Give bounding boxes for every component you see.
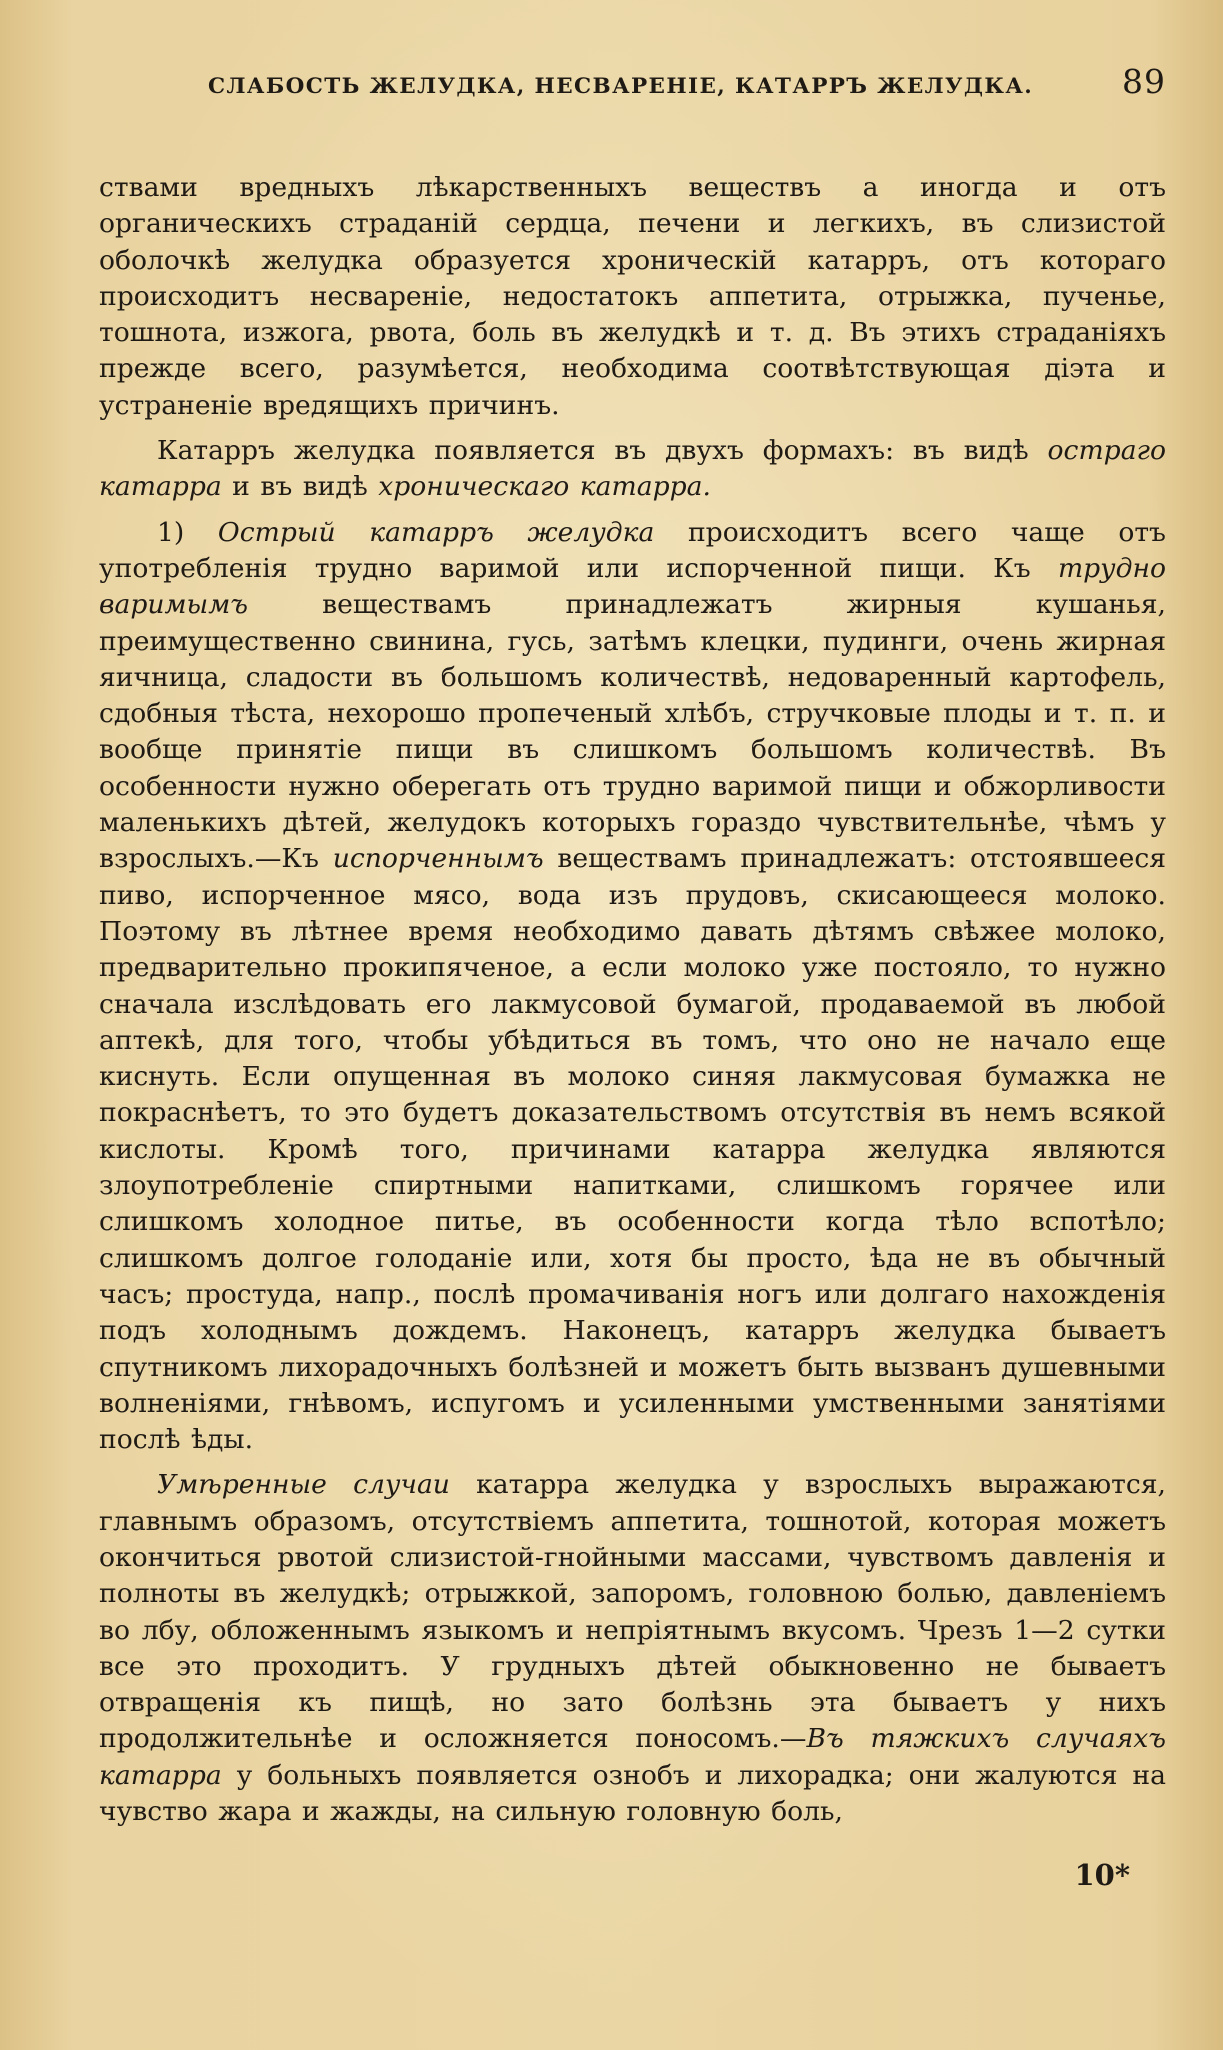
italic-acute-stomach-catarrh: Острый катарръ желудка: [217, 516, 655, 548]
running-title: СЛАБОСТЬ ЖЕЛУДКА, НЕСВАРЕНІЕ, КАТАРРЪ ЖЕЛУДКА.: [208, 74, 1034, 99]
paragraph-3: [99, 515, 1166, 1459]
paragraph-3-text-2: происходитъ всего чаще отъ употребленія трудно варимой или испорченной пищи. Къ: [99, 516, 1166, 584]
paragraph-2: [99, 433, 1166, 506]
body-text: [99, 170, 1166, 1830]
paragraph-2-text-1: Катарръ желудка появляется въ двухъ формахъ: въ видѣ: [157, 435, 1048, 467]
signature-mark: 10*: [1074, 1858, 1130, 1892]
paragraph-1-text: ствами вредныхъ лѣкарственныхъ веществъ а иногда и отъ органическихъ страданій сердца, печени и легкихъ, въ слизистой оболочкѣ желудка образуется хроническій катарръ, отъ котораго происходитъ несвареніе, недостатокъ аппетита, отрыжка, пученье, тошнота, изжога, рвота, боль въ желудкѣ и т. д. Въ этихъ страданіяхъ прежде всего, разумѣется, необходима соотвѣтствующая діэта и устраненіе вредящихъ причинъ.: [99, 172, 1166, 421]
paragraph-3-text-3: веществамъ принадлежатъ жирныя кушанья, преимущественно свинина, гусь, затѣмъ клецки, пудинги, очень жирная яичница, сладости въ большомъ количествѣ, недоваренный картофель, сдобныя тѣста, нехорошо пропеченый хлѣбъ, стручковые плоды и т. п. и вообще принятіе пищи въ слишкомъ большомъ количествѣ. Въ особенности нужно оберегать отъ трудно варимой пищи и обжорливости маленькихъ дѣтей, желудокъ которыхъ гораздо чувствительнѣе, чѣмъ у взрослыхъ.—Къ: [99, 589, 1166, 875]
italic-moderate-cases: Умѣренные случаи: [157, 1469, 450, 1501]
paragraph-4: [99, 1467, 1166, 1830]
italic-severe-cases: Въ тяжкихъ случаяхъ катарра: [99, 1723, 1166, 1791]
paragraph-3-text-4: веществамъ принадлежатъ: отстоявшееся пиво, испорченное мясо, вода изъ прудовъ, скисающееся молоко. Поэтому въ лѣтнее время необходимо давать дѣтямъ свѣжее молоко, предварительно прокипяченое, а если молоко уже постояло, то нужно сначала изслѣдовать его лакмусовой бумагой, продаваемой въ любой аптекѣ, для того, чтобы убѣдиться въ томъ, что оно не начало еще киснуть. Если опущенная въ молоко синяя лакмусовая бумажка не покраснѣетъ, то это будетъ доказательствомъ отсутствія въ немъ всякой кислоты. Кромѣ того, причинами катарра желудка являются злоупотребленіе спиртными напитками, слишкомъ горячее или слишкомъ холодное питье, въ особенности когда тѣло вспотѣло; слишкомъ долгое голоданіе или, хотя бы просто, ѣда не въ обычный часъ; простуда, напр., послѣ промачиванія ногъ или долгаго нахожденія подъ холоднымъ дождемъ. Наконецъ, катарръ желудка бываетъ спутникомъ лихорадочныхъ болѣзней и можетъ быть вызванъ душевными волненіями, гнѣвомъ, испугомъ и усиленными умственными занятіями послѣ ѣды.: [99, 843, 1166, 1456]
paragraph-1: [99, 170, 1166, 424]
paragraph-4-text-1: катарра желудка у взрослыхъ выражаются, главнымъ образомъ, отсутствіемъ аппетита, тошнотой, которая можетъ окончиться рвотой слизистой-гнойными массами, чувствомъ давленія и полноты въ желудкѣ; отрыжкой, запоромъ, головною болью, давленіемъ во лбу, обложеннымъ языкомъ и непріятнымъ вкусомъ. Чрезъ 1—2 сутки все это проходитъ. У грудныхъ дѣтей обыкновенно не бываетъ отвращенія къ пищѣ, но зато болѣзнь эта бываетъ у нихъ продолжительнѣе и осложняется поносомъ.—: [99, 1469, 1166, 1755]
italic-hard-to-digest: трудно варимымъ: [99, 552, 1166, 621]
page-header: [99, 62, 1166, 114]
paragraph-3-text-1: 1): [157, 516, 218, 548]
paragraph-2-text-2: и въ видѣ: [221, 471, 379, 503]
italic-chronic-catarrh: хроническаго катарра.: [378, 471, 711, 503]
italic-acute-catarrh: остраго катарра: [99, 435, 1166, 503]
italic-spoiled: испорченнымъ: [332, 843, 544, 875]
page-number: 89: [1122, 62, 1166, 101]
paragraph-4-text-2: у больныхъ появляется ознобъ и лихорадка; они жалуются на чувство жара и жажды, на сильную головную боль,: [99, 1759, 1166, 1828]
